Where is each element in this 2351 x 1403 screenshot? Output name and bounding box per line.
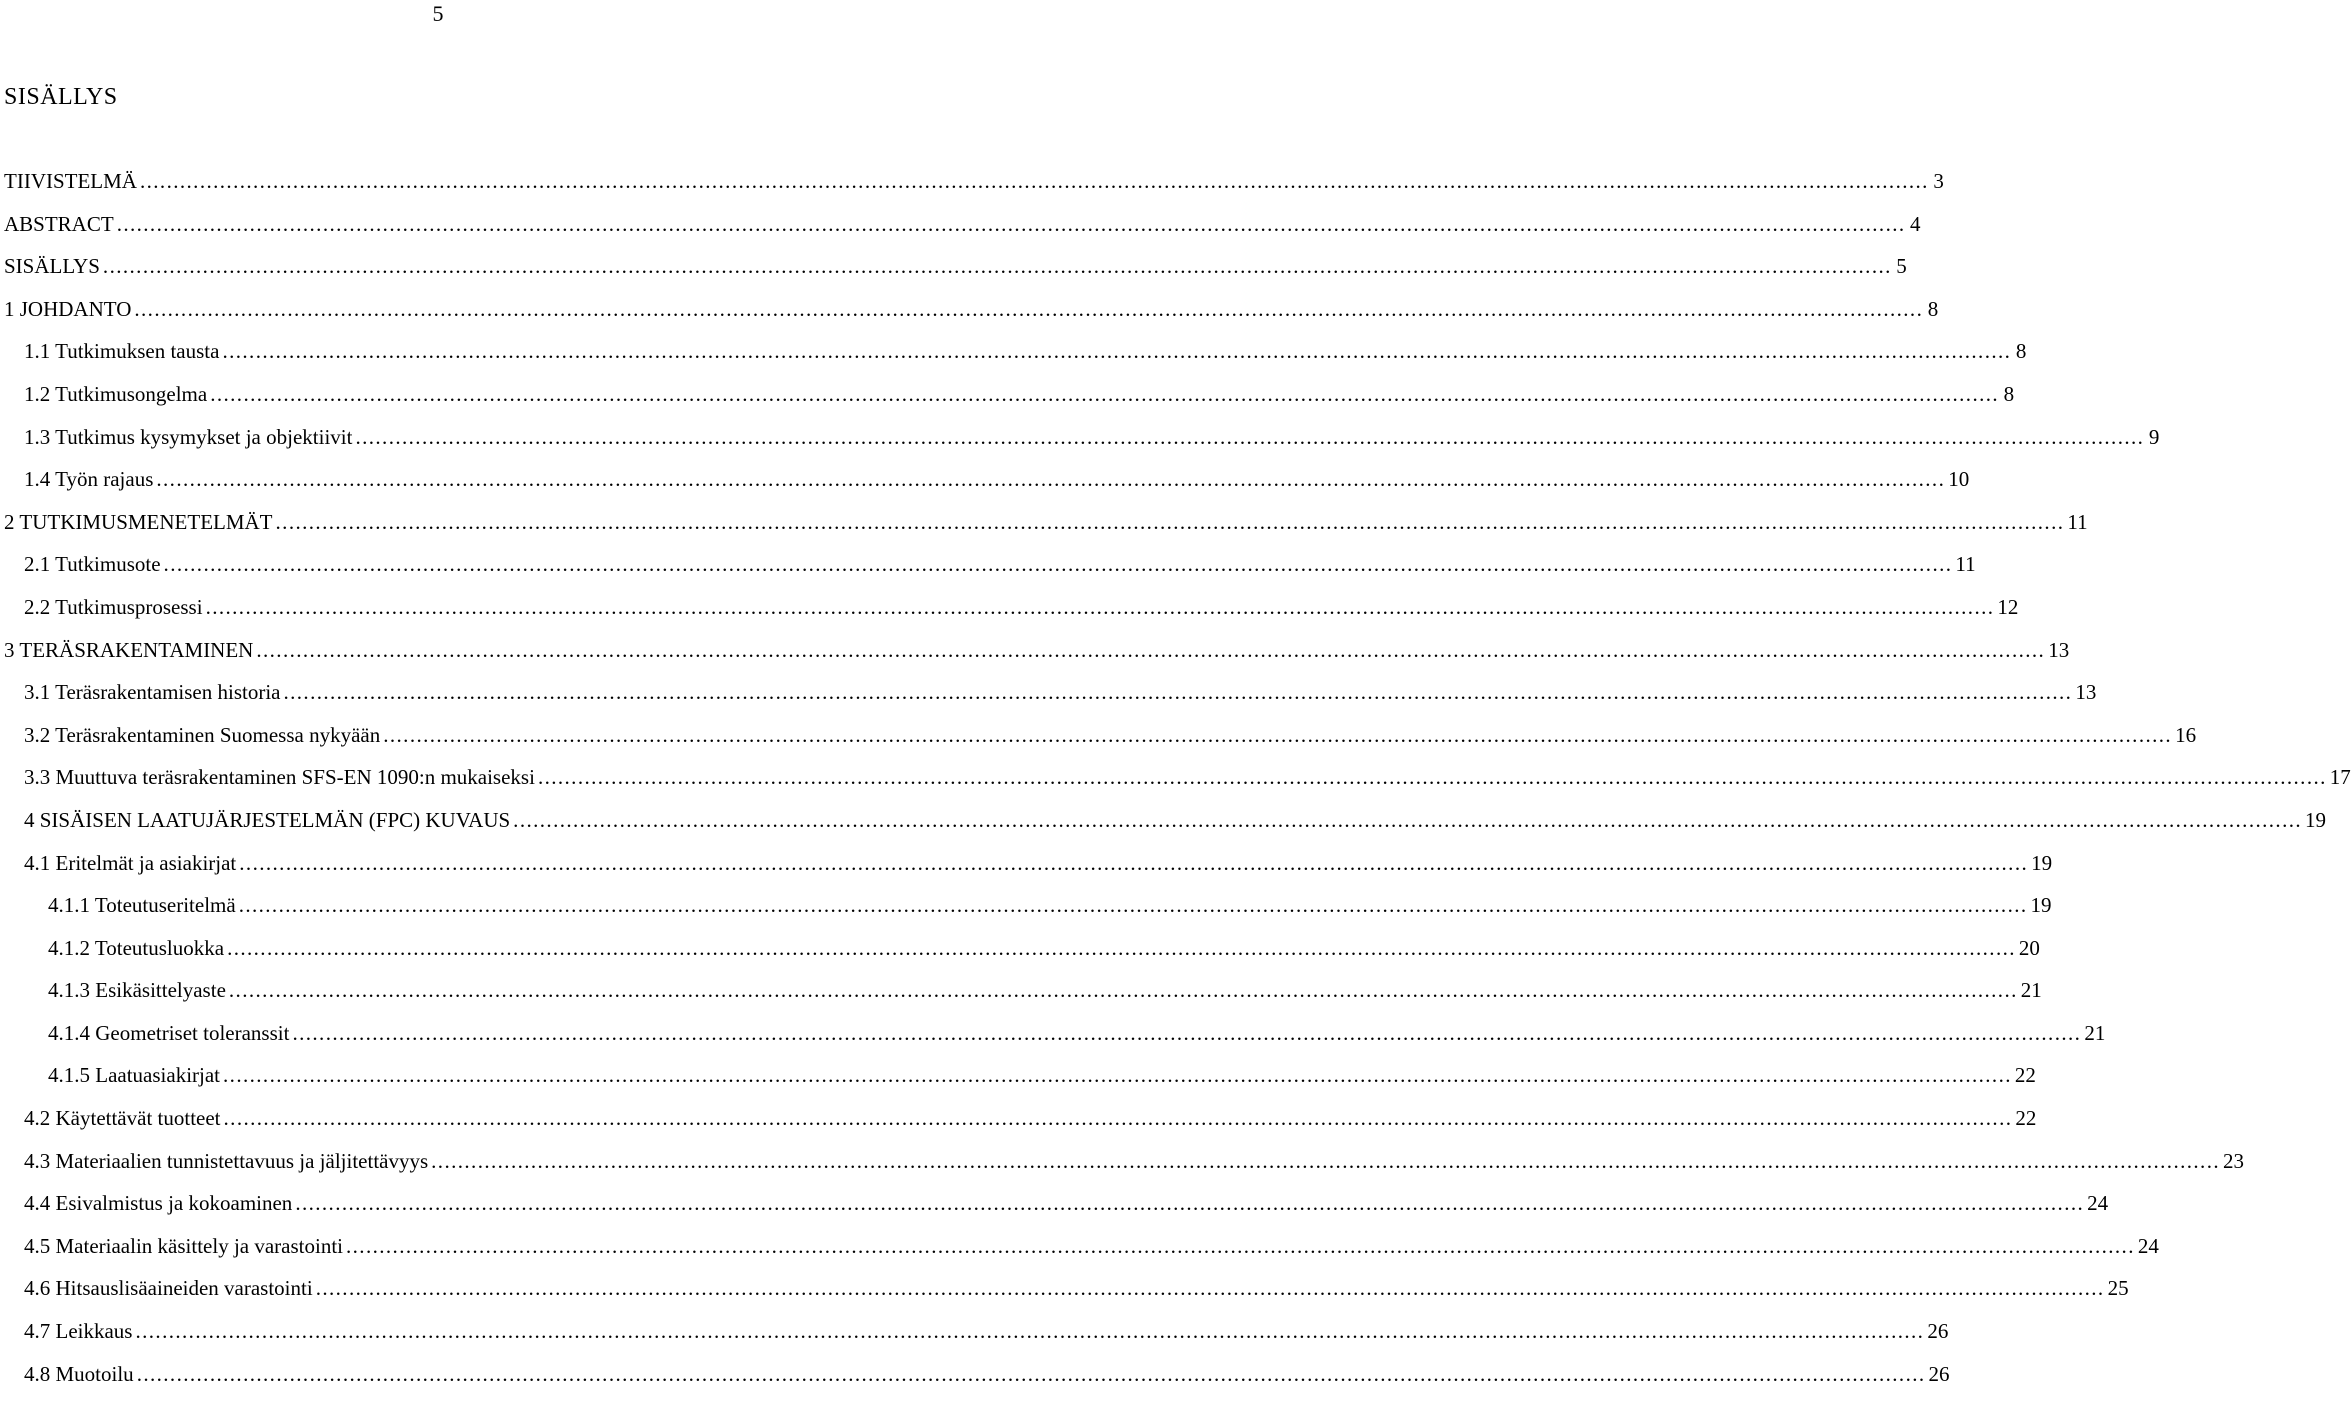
toc-entry-label: 3.1 Teräsrakentamisen historia [24, 680, 281, 705]
toc-entry-label: 3.3 Muuttuva teräsrakentaminen SFS-EN 1090:n mukaiseksi [24, 765, 535, 790]
toc-dot-leader [206, 594, 1995, 620]
toc-entry[interactable] [0, 551, 1976, 594]
toc-dot-leader [383, 722, 2172, 748]
toc-entry-page: 8 [2015, 339, 2027, 364]
toc-entry-label: 1.1 Tutkimuksen tausta [24, 339, 220, 364]
toc-entry[interactable] [0, 466, 1970, 509]
toc-entry-label: SISÄLLYS [4, 254, 100, 279]
toc-dot-leader [210, 381, 1999, 407]
toc-entry[interactable] [0, 1361, 1950, 1403]
toc-entry-page: 24 [2137, 1233, 2159, 1258]
toc-entry-label: 4.7 Leikkaus [24, 1319, 133, 1344]
toc-dot-leader [295, 1190, 2084, 1216]
toc-entry[interactable] [0, 338, 2027, 381]
toc-entry-label: 4.5 Materiaalin käsittely ja varastointi [24, 1233, 343, 1258]
toc-dot-leader [346, 1233, 2135, 1259]
toc-entry-label: 4.2 Käytettävät tuotteet [24, 1106, 221, 1131]
toc-dot-leader [316, 1275, 2105, 1301]
toc-entry-page: 12 [1997, 594, 2019, 619]
toc-entry-page: 8 [2003, 381, 2015, 406]
toc-entry[interactable] [0, 381, 2015, 424]
toc-entry-page: 22 [2014, 1063, 2036, 1088]
toc-entry-label: 4.3 Materiaalien tunnistettavuus ja jäljitettävyys [24, 1148, 429, 1173]
toc-entry-label: TIIVISTELMÄ [4, 169, 137, 193]
toc-dot-leader [431, 1148, 2220, 1174]
toc-entry[interactable] [0, 1275, 2129, 1318]
toc-entry[interactable] [0, 1318, 1949, 1361]
toc-entry-page: 22 [2015, 1106, 2037, 1131]
toc-entry[interactable] [0, 722, 2197, 765]
toc-entry-page: 21 [2020, 978, 2042, 1003]
toc-entry-label: 4.1.2 Toteutusluokka [48, 935, 225, 960]
toc-entry-label: 1.4 Työn rajaus [24, 467, 154, 492]
toc-entry-label: 4 SISÄISEN LAATUJÄRJESTELMÄN (FPC) KUVAUS [24, 807, 511, 832]
toc-entry-label: 1 JOHDANTO [4, 296, 132, 321]
toc-dot-leader [223, 1062, 2012, 1088]
toc-dot-leader [513, 807, 2302, 833]
toc-entry-label: 2 TUTKIMUSMENETELMÄT [4, 509, 273, 534]
toc-dot-leader [137, 1361, 1926, 1387]
toc-entry[interactable] [0, 168, 1944, 211]
toc-entry-label: 2.1 Tutkimusote [24, 552, 161, 577]
toc-entry-label: 4.1.5 Laatuasiakirjat [48, 1063, 221, 1088]
toc-entry[interactable] [0, 850, 2053, 893]
toc-entry-page: 11 [1955, 552, 1976, 577]
page-number: 5 [432, 1, 444, 26]
toc-dot-leader [135, 1318, 1924, 1344]
toc-entry-page: 13 [2048, 637, 2070, 662]
toc-dot-leader [538, 764, 2327, 790]
toc-entry[interactable] [0, 1062, 2036, 1105]
toc-dot-leader [164, 551, 1953, 577]
toc-entry-label: 2.2 Tutkimusprosessi [24, 594, 203, 619]
toc-entry[interactable] [0, 1105, 2037, 1148]
toc-dot-leader [140, 168, 1929, 194]
toc-entry[interactable] [0, 424, 2160, 467]
toc-dot-leader [239, 850, 2028, 876]
toc-dot-leader [103, 253, 1892, 279]
toc-entry[interactable] [0, 977, 2042, 1020]
toc-entry[interactable] [0, 1190, 2109, 1233]
table-of-contents [0, 168, 2351, 1403]
toc-dot-leader [224, 1105, 2013, 1131]
toc-entry-page: 11 [2067, 509, 2088, 534]
toc-entry[interactable] [0, 679, 2097, 722]
toc-entry-label: ABSTRACT [4, 211, 114, 236]
toc-entry-page: 23 [2223, 1148, 2245, 1173]
toc-entry-page: 19 [2305, 807, 2327, 832]
toc-dot-leader [283, 679, 2072, 705]
toc-entry-label: 1.3 Tutkimus kysymykset ja objektiivit [24, 424, 353, 449]
toc-dot-leader [256, 637, 2045, 663]
toc-entry-page: 19 [2031, 850, 2053, 875]
toc-entry-page: 26 [1928, 1361, 1950, 1386]
toc-entry[interactable] [0, 509, 2088, 552]
toc-entry[interactable] [0, 1020, 2106, 1063]
toc-dot-leader [134, 296, 1923, 322]
toc-entry-page: 16 [2175, 722, 2197, 747]
toc-entry-page: 5 [1896, 254, 1907, 279]
toc-dot-leader [227, 935, 2016, 961]
toc-entry[interactable] [0, 296, 1939, 339]
toc-entry-label: 4.1 Eritelmät ja asiakirjat [24, 850, 237, 875]
toc-entry-page: 19 [2030, 893, 2052, 918]
toc-entry-page: 21 [2084, 1020, 2106, 1045]
toc-dot-leader [117, 211, 1906, 237]
toc-entry-page: 4 [1910, 211, 1921, 236]
toc-entry[interactable] [0, 211, 1921, 254]
toc-dot-leader [292, 1020, 2081, 1046]
toc-entry-page: 13 [2075, 680, 2097, 705]
toc-dot-leader [229, 977, 2018, 1003]
toc-entry[interactable] [0, 892, 2052, 935]
toc-entry-page: 26 [1927, 1319, 1949, 1344]
toc-entry[interactable] [0, 764, 2351, 807]
toc-entry-label: 4.1.4 Geometriset toleranssit [48, 1020, 290, 1045]
toc-entry-label: 3.2 Teräsrakentaminen Suomessa nykyään [24, 722, 381, 747]
toc-entry-label: 4.6 Hitsauslisäaineiden varastointi [24, 1276, 313, 1301]
toc-entry-label: 1.2 Tutkimusongelma [24, 381, 208, 406]
toc-entry-page: 9 [2148, 424, 2160, 449]
toc-entry-page: 8 [1927, 296, 1939, 321]
toc-entry[interactable] [0, 807, 2327, 850]
toc-entry[interactable] [0, 594, 2019, 637]
toc-entry-page: 20 [2018, 935, 2040, 960]
toc-entry-label: 3 TERÄSRAKENTAMINEN [4, 637, 254, 662]
toc-dot-leader [222, 338, 2011, 364]
toc-entry[interactable] [0, 1233, 2159, 1276]
toc-dot-leader [239, 892, 2028, 918]
toc-entry-page: 3 [1933, 169, 1944, 193]
toc-dot-leader [156, 466, 1945, 492]
toc-entry-page: 10 [1948, 467, 1970, 492]
toc-entry[interactable] [0, 253, 1907, 296]
toc-entry-label: 4.1.3 Esikäsittelyaste [48, 978, 226, 1003]
toc-dot-leader [355, 424, 2144, 450]
toc-entry[interactable] [0, 1148, 2245, 1191]
toc-entry-page: 25 [2107, 1276, 2129, 1301]
toc-entry-page: 24 [2087, 1191, 2109, 1216]
toc-entry[interactable] [0, 935, 2040, 978]
toc-entry-label: 4.8 Muotoilu [24, 1361, 134, 1386]
toc-entry[interactable] [0, 637, 2070, 680]
toc-entry-label: 4.1.1 Toteutuseritelmä [48, 893, 236, 918]
toc-entry-page: 17 [2329, 765, 2351, 790]
page-title: SISÄLLYS [4, 84, 118, 110]
toc-dot-leader [276, 509, 2065, 535]
toc-entry-label: 4.4 Esivalmistus ja kokoaminen [24, 1191, 293, 1216]
